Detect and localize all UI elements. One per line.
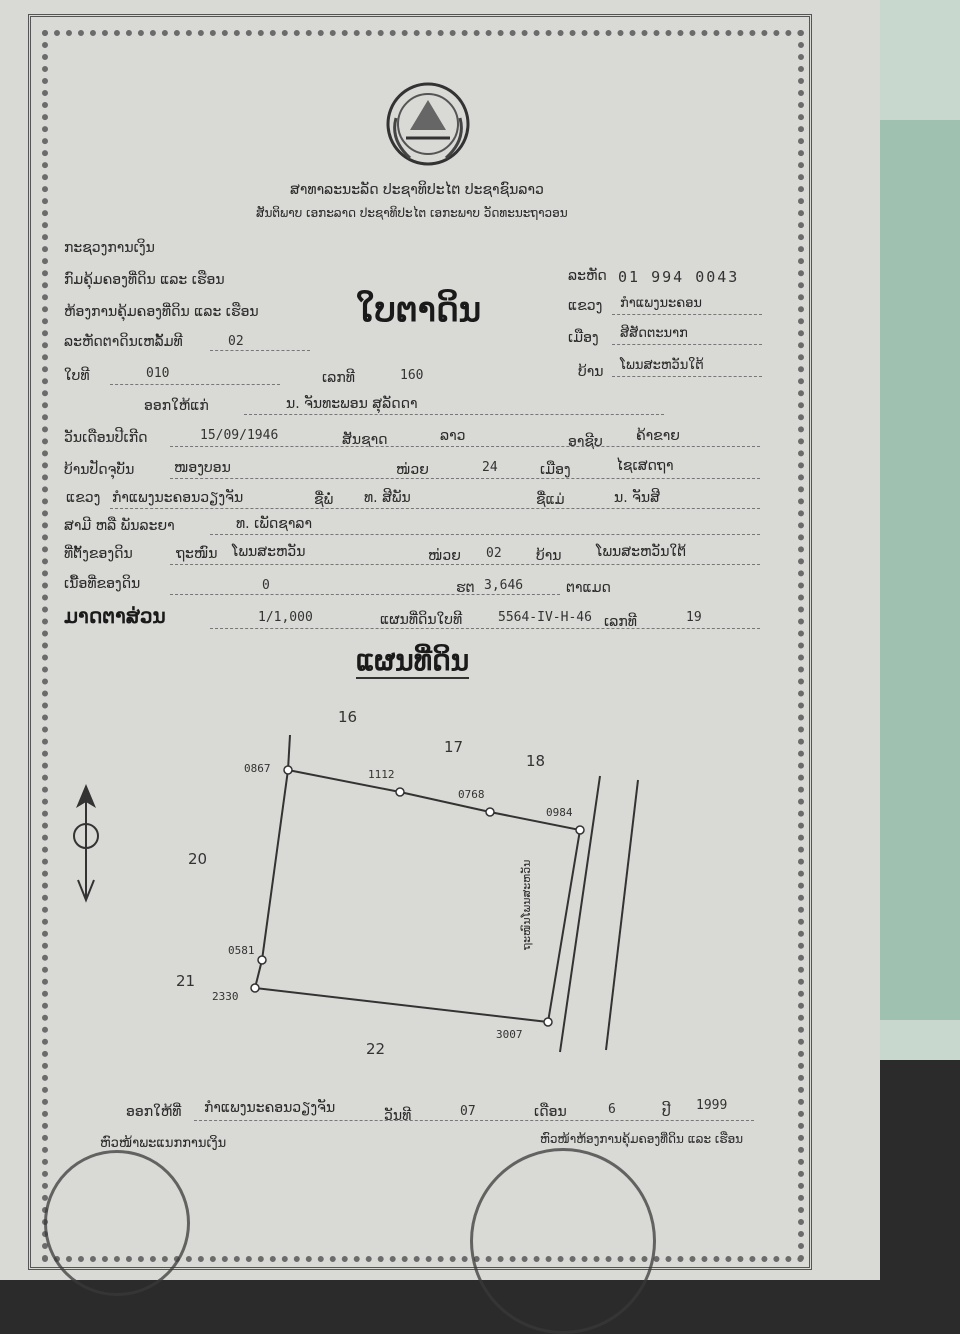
office-label: ຫ້ອງການຄຸ້ມຄອງທີ່ດິນ ແລະ ເຮືອນ bbox=[64, 304, 259, 320]
point-label-0581: 0581 bbox=[228, 944, 255, 957]
village-label: ບ້ານ bbox=[578, 364, 604, 380]
register-value: 02 bbox=[228, 334, 244, 349]
unit-label: ໜ່ວຍ bbox=[396, 462, 429, 478]
number-value: 160 bbox=[400, 368, 424, 383]
neighbor-20: 20 bbox=[188, 850, 208, 868]
point-label-0768: 0768 bbox=[458, 788, 485, 801]
register-label: ລະຫັດຕາດິນເຫລັ້ມທີ bbox=[64, 334, 183, 350]
dob-label: ວັນເດືອນປີເກີດ bbox=[64, 430, 148, 446]
occupation-value: ຄ້າຂາຍ bbox=[636, 428, 680, 444]
scale-label: ມາດຕາສ່ວນ bbox=[64, 604, 166, 628]
father-value: ທ. ສີພັນ bbox=[364, 490, 411, 506]
addr-district-value: ໄຊເສດຖາ bbox=[616, 458, 674, 474]
neighbor-16: 16 bbox=[338, 708, 358, 726]
neighbor-17: 17 bbox=[444, 738, 464, 756]
point-label-3007: 3007 bbox=[496, 1028, 523, 1041]
mapsheet-value: 5564-IV-H-46 bbox=[498, 610, 592, 625]
issued-to-label: ອອກໃຫ້ແກ່ bbox=[144, 398, 209, 414]
number-label: ເລກທີ bbox=[322, 370, 355, 386]
year-label: ປີ bbox=[662, 1104, 671, 1120]
scale-value: 1/1,000 bbox=[258, 610, 313, 625]
address-label: ບ້ານປັດຈຸບັນ bbox=[64, 462, 135, 478]
point-label-0867: 0867 bbox=[244, 762, 271, 775]
district-label: ເມືອງ bbox=[568, 330, 599, 346]
document-title: ໃບຕາດິນ bbox=[356, 290, 482, 330]
addr-district-label: ເມືອງ bbox=[540, 462, 571, 478]
point-0581 bbox=[258, 956, 266, 964]
month-label: ເດືອນ bbox=[534, 1104, 567, 1120]
loc-village-label: ບ້ານ bbox=[536, 548, 562, 564]
road-edge-2 bbox=[606, 780, 638, 1050]
point-label-1112: 1112 bbox=[368, 768, 395, 781]
addr-province-label: ແຂວງ bbox=[66, 490, 101, 506]
mother-value: ນ. ຈັນສີ bbox=[614, 490, 660, 506]
point-label-0984: 0984 bbox=[546, 806, 573, 819]
occupation-label: ອາຊີບ bbox=[568, 434, 603, 450]
point-label-2330: 2330 bbox=[212, 990, 239, 1003]
month-value: 6 bbox=[608, 1102, 616, 1117]
code-value: 01 994 0043 bbox=[618, 268, 740, 286]
spouse-label: ສາມີ ຫລື ພັນລະຍາ bbox=[64, 518, 175, 534]
sheet-label: ໃບທີ bbox=[64, 368, 90, 384]
point-0867 bbox=[284, 766, 292, 774]
point-3007 bbox=[544, 1018, 552, 1026]
mother-label: ຊື່ແມ່ bbox=[536, 492, 565, 508]
neighbor-18: 18 bbox=[526, 752, 546, 770]
issued-to-value: ນ. ຈັນທະພອນ ສຸລັດດາ bbox=[286, 396, 418, 412]
nationality-label: ສັນຊາດ bbox=[342, 432, 388, 448]
sign-right-label: ຫົວໜ້າຫ້ອງການຄຸ້ມຄອງທີ່ດິນ ແລະ ເຮືອນ bbox=[540, 1132, 744, 1146]
sheet-value: 010 bbox=[146, 366, 170, 381]
province-label: ແຂວງ bbox=[568, 298, 603, 314]
loc-unit-value: 02 bbox=[486, 546, 502, 561]
map-title: ແຜນທີ່ດິນ bbox=[356, 644, 470, 677]
sign-left-label: ຫົວໜ້າພະແນກການເງິນ bbox=[100, 1136, 227, 1151]
year-value: 1999 bbox=[696, 1098, 728, 1113]
dob-value: 15/09/1946 bbox=[200, 428, 279, 443]
address-value: ໜອງບອນ bbox=[174, 460, 231, 476]
province-value: ກຳແພງນະຄອນ bbox=[620, 296, 702, 311]
loc-village-value: ໂພນສະຫວັນໃຕ້ bbox=[596, 544, 687, 560]
mapsheet-label: ແຜນທີ່ດິນໃບທີ bbox=[380, 612, 463, 628]
father-label: ຊື່ພໍ່ bbox=[314, 492, 334, 508]
unit-value: 24 bbox=[482, 460, 498, 475]
background-green-certificate bbox=[880, 120, 960, 1020]
loc-unit-label: ໜ່ວຍ bbox=[428, 548, 461, 564]
right-official-stamp bbox=[470, 1148, 656, 1334]
village-value: ໂພນສະຫວັນໃຕ້ bbox=[620, 358, 704, 373]
ministry-label: ກະຊວງການເງິນ bbox=[64, 240, 155, 256]
department-label: ກົມຄຸ້ມຄອງທີ່ດິນ ແລະ ເຮືອນ bbox=[64, 272, 225, 288]
area-unit-ha: ຮຕ bbox=[456, 580, 475, 596]
day-label: ວັນທີ bbox=[384, 1108, 412, 1124]
day-value: 07 bbox=[460, 1104, 476, 1119]
district-value: ສີສັດຕະນາກ bbox=[620, 326, 688, 341]
location-label: ທີ່ຕັ້ງຂອງດິນ bbox=[64, 546, 133, 562]
header-line2: ສັນຕິພາບ ເອກະລາດ ປະຊາທິປະໄຕ ເອກະພາບ ວັດທະນະຖາວອນ bbox=[256, 206, 568, 220]
point-2330 bbox=[251, 984, 259, 992]
issued-at-value: ກຳແພງນະຄອນວຽງຈັນ bbox=[204, 1100, 336, 1116]
street-value: ໂພນສະຫວັນ bbox=[232, 544, 306, 560]
north-arrow-icon bbox=[66, 780, 106, 910]
street-label: ຖະໜົນ bbox=[176, 546, 218, 562]
issued-at-label: ອອກໃຫ້ທີ່ bbox=[126, 1104, 182, 1120]
code-label: ລະຫັດ bbox=[568, 268, 607, 284]
addr-province-value: ກຳແພງນະຄອນວຽງຈັນ bbox=[112, 490, 244, 506]
left-official-stamp bbox=[44, 1150, 190, 1296]
area-label: ເນື້ອທີ່ຂອງດິນ bbox=[64, 576, 141, 592]
neighbor-21: 21 bbox=[176, 972, 196, 990]
road-label: ຖະໜົນໂພນສະຫວັນ bbox=[520, 859, 533, 950]
nationality-value: ລາວ bbox=[440, 428, 466, 444]
parcel-value: 19 bbox=[686, 610, 702, 625]
point-0984 bbox=[576, 826, 584, 834]
parcel-label: ເລກທີ bbox=[604, 614, 637, 630]
area-unit-sqm: ຕາແມດ bbox=[566, 580, 611, 596]
neighbor-22: 22 bbox=[366, 1040, 386, 1058]
area-ha: 0 bbox=[262, 578, 270, 593]
area-sqm: 3,646 bbox=[484, 578, 524, 593]
header-line1: ສາທາລະນະລັດ ປະຊາທິປະໄຕ ປະຊາຊົນລາວ bbox=[290, 182, 544, 198]
point-1112 bbox=[396, 788, 404, 796]
point-0768 bbox=[486, 808, 494, 816]
spouse-value: ທ. ເພັດຊາລາ bbox=[236, 516, 313, 532]
